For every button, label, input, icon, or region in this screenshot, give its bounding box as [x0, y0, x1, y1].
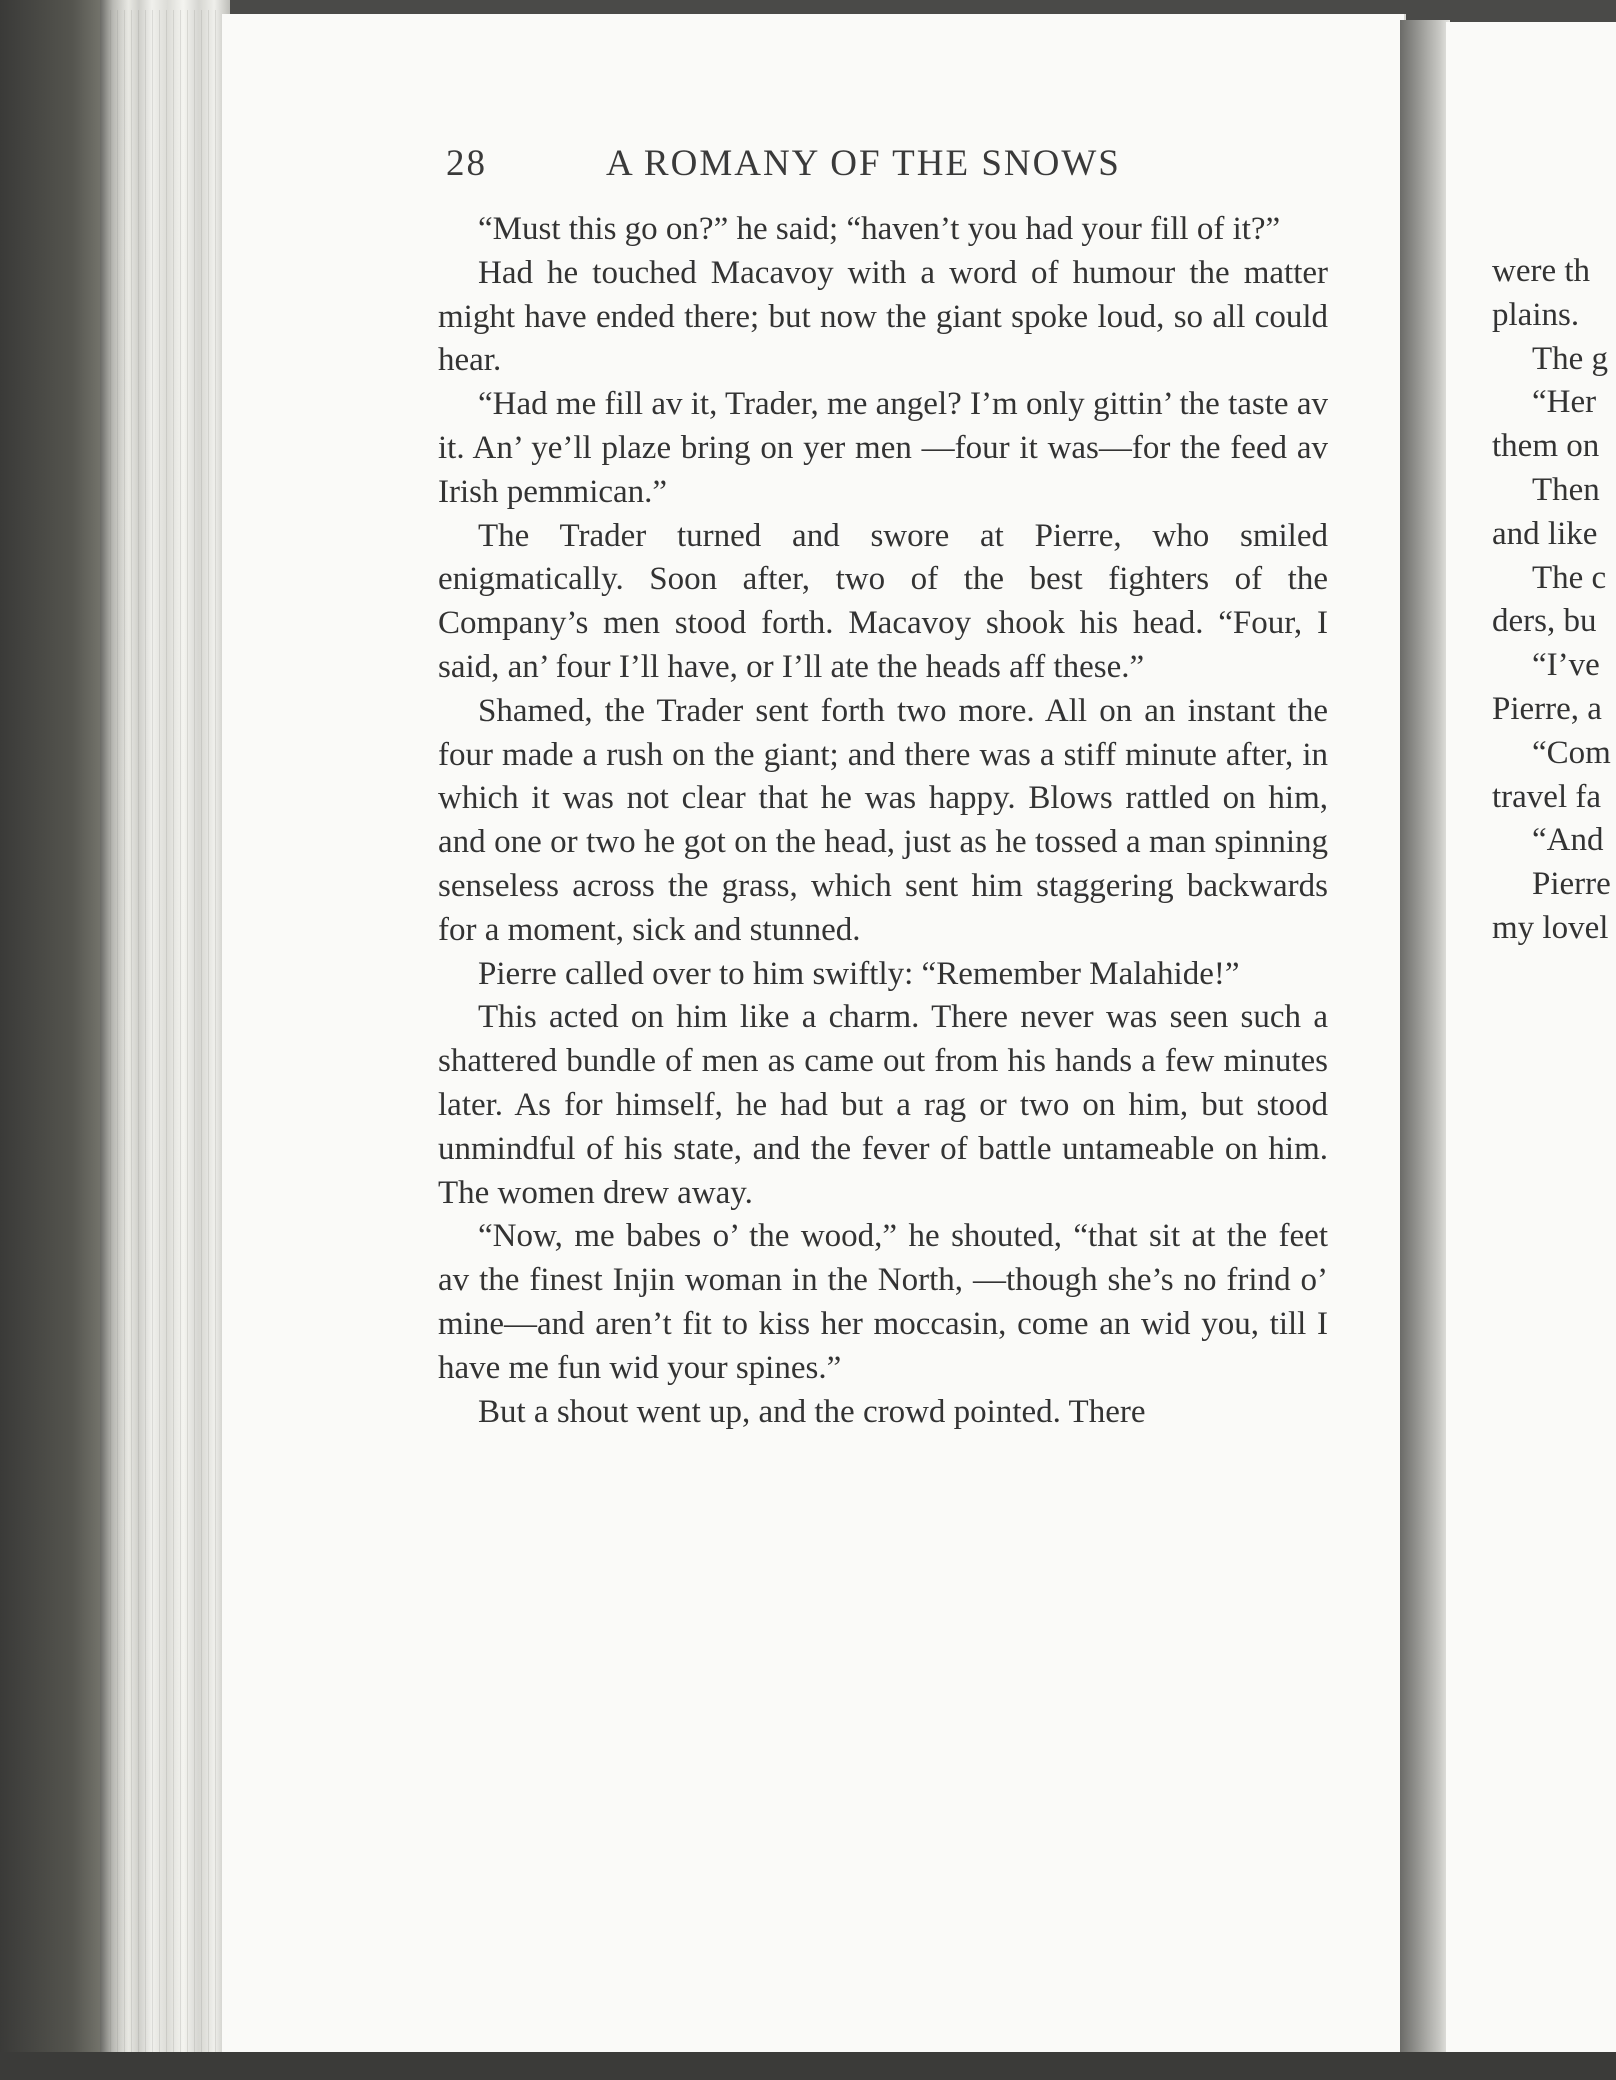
paragraph: “Now, me babes o’ the wood,” he shouted, “that sit at the feet av the finest Injin woman in the North, —though she’s no frind o’ mine—and aren’t fit to kiss her moccasin, come an wid you, till I have me fun wid your spines.”	[438, 1218, 1328, 1386]
text-line: Pierre, a	[1492, 690, 1602, 727]
book-gutter	[1400, 20, 1450, 2060]
text-line: The c	[1532, 559, 1607, 596]
text-line: them on	[1492, 428, 1600, 465]
running-title: A ROMANY OF THE SNOWS	[606, 143, 1121, 184]
text-line: travel fa	[1492, 778, 1602, 815]
paragraph: “Had me fill av it, Trader, me angel? I’m only gittin’ the taste av it. An’ ye’ll plaze bring on yer men —four it was—for the feed av Irish pemmican.”	[438, 386, 1328, 510]
text-line: “Com	[1532, 734, 1611, 771]
paragraph: Shamed, the Trader sent forth two more. All on an instant the four made a rush on the giant; and there was a stiff minute after, in which it was not clear that he was happy. Blows rattled on him, and one or two he got on the head, just as he tossed a man spinning senseless across the grass, which sent him staggering backwards for a moment, sick and stunned.	[438, 692, 1328, 948]
scan-background-left	[0, 0, 104, 2080]
page-number: 28	[446, 143, 487, 184]
right-page	[1446, 22, 1616, 2062]
paragraph: “Must this go on?” he said; “haven’t you had your fill of it?”	[478, 211, 1281, 247]
text-line: “I’ve	[1532, 647, 1600, 684]
text-line: ders, bu	[1492, 603, 1597, 640]
text-line: were th	[1492, 253, 1591, 289]
body-text	[438, 208, 1328, 1434]
paragraph: But a shout went up, and the crowd pointed. There	[478, 1393, 1146, 1430]
text-line: plains.	[1492, 296, 1580, 333]
text-line: my lovel	[1492, 909, 1609, 946]
page-edge-texture	[110, 10, 220, 2060]
text-line: “And	[1532, 822, 1604, 859]
scan-background-bottom	[0, 2052, 1616, 2080]
text-line: Pierre	[1532, 866, 1611, 903]
paragraph: Had he touched Macavoy with a word of humour the matter might have ended there; but now the giant spoke loud, so all could hear.	[438, 254, 1328, 379]
right-page-text	[1492, 250, 1616, 951]
text-line: “Her	[1532, 384, 1597, 421]
paragraph: Pierre called over to him swiftly: “Remember Malahide!”	[478, 955, 1240, 992]
text-line: The g	[1532, 340, 1609, 377]
text-line: and like	[1492, 515, 1598, 552]
paragraph: This acted on him like a charm. There never was seen such a shattered bundle of men as came out from his hands a few minutes later. As for himself, he had but a rag or two on him, but stood unmindful of his state, and the fever of battle untameable on him. The women drew away.	[438, 999, 1328, 1211]
paragraph: The Trader turned and swore at Pierre, who smiled enigmatically. Soon after, two of the best fighters of the Company’s men stood forth. Macavoy shook his head. “Four, I said, an’ four I’ll have, or I’ll ate the heads aff these.”	[438, 517, 1328, 685]
text-line: Then	[1532, 471, 1600, 508]
